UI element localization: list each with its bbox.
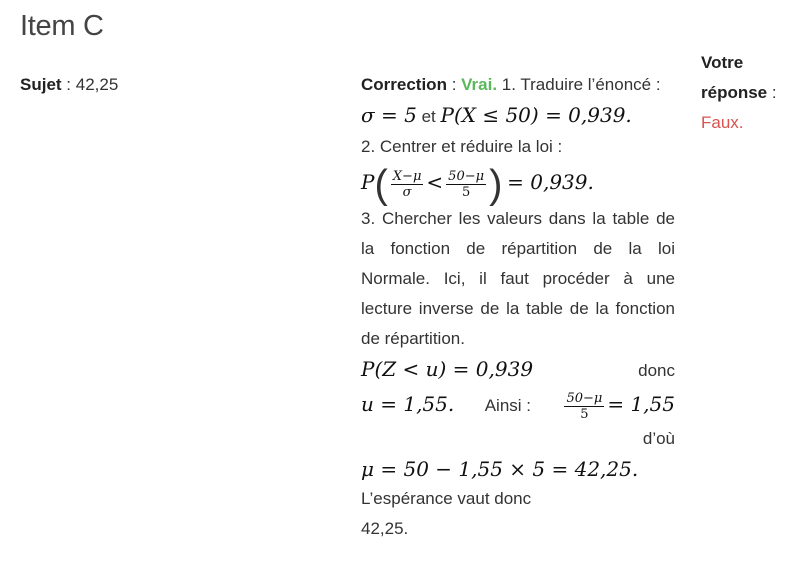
sujet-sep: : [61, 75, 76, 94]
correction-sep: : [446, 75, 462, 94]
item-title: Item C [20, 10, 104, 42]
reponse-value: Faux. [701, 113, 744, 132]
prob-equation: P(X ≤ 50) = 0,939. [440, 103, 632, 127]
donc-word: donc [638, 361, 675, 380]
correction-block [361, 70, 675, 544]
step3-text: 3. Chercher les valeurs dans la table de la fonction de répartition de la loi Normale. Ici, il faut procéder à une lecture inverse de la table de la fonction de répartition. [361, 209, 675, 348]
correction-label: Correction [361, 75, 447, 94]
fraction-50-mu-5: $\frac{50-\mu}{5}$ [448, 169, 485, 201]
fraction-x-mu-sigma: $\frac{X-\mu}{\sigma}$ [392, 169, 422, 201]
sujet-block [20, 73, 118, 97]
reponse-sep: : [767, 83, 777, 102]
sujet-value: 42,25 [75, 75, 119, 94]
step1-text: 1. Traduire l’énoncé : [501, 75, 661, 94]
fraction-50-mu-5-b: $\frac{50-\mu}{5}$ [566, 391, 603, 423]
reponse-block [701, 48, 801, 138]
mu-equation: μ = 50 − 1,55 × 5 = 42,25. [361, 457, 639, 481]
step2-result: = 0,939. [507, 170, 594, 194]
reponse-label-line2: réponse [701, 83, 768, 102]
step2-text: 2. Centrer et réduire la loi : [361, 137, 563, 156]
esperance-value: 42,25. [361, 519, 409, 538]
reponse-label-line1: Votre [701, 53, 744, 72]
pz-equation: P(Z < u) = 0,939 [361, 357, 534, 381]
ainsi-word: Ainsi : [484, 396, 531, 415]
u-row [361, 386, 675, 424]
frac3-result: = 1,55 [607, 392, 675, 416]
sujet-label: Sujet [20, 75, 62, 94]
step1-math [361, 100, 675, 132]
pz-row [361, 354, 675, 386]
step2-math: P( $\frac{X-\mu}{\sigma}$ < $\frac{50-\mu}{5}$ ) = 0,939. [361, 162, 594, 207]
et-word: et [416, 107, 441, 126]
u-equation: u = 1,55. [361, 392, 455, 416]
correction-verdict: Vrai. [461, 75, 498, 94]
sigma-equation: σ = 5 [361, 103, 417, 127]
esperance-text: L’espérance vaut donc [361, 489, 532, 508]
dou-word: d’où [642, 429, 675, 448]
